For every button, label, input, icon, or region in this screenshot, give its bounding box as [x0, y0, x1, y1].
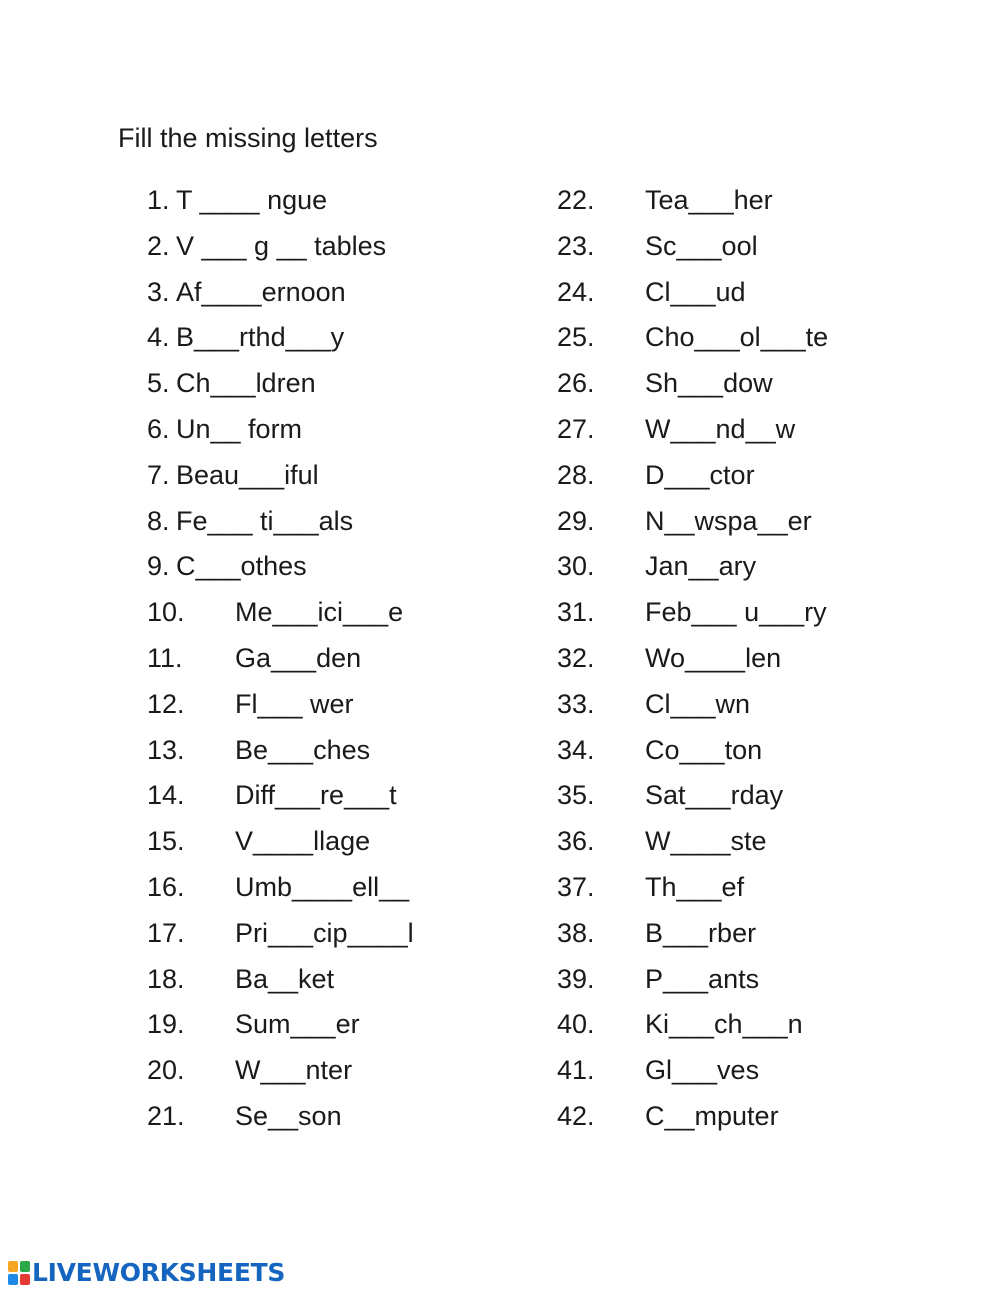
item-number: 4. [147, 322, 170, 353]
item-number: 35. [557, 780, 595, 811]
item-word: Sc___ool [645, 230, 758, 261]
item-number: 26. [557, 368, 595, 399]
item-number: 22. [557, 185, 595, 215]
item-number: 36. [557, 826, 595, 857]
item-word: W____ste [645, 826, 767, 857]
item-word: Co___ton [645, 734, 763, 765]
item-word: Ki___ch___n [645, 1009, 803, 1040]
item-number: 1. [147, 185, 170, 215]
item-word: Af____ernoon [176, 276, 346, 307]
item-word: Se__son [235, 1100, 342, 1131]
item-number: 8. [147, 505, 170, 536]
item-number: 12. [147, 688, 185, 719]
item-number: 33. [557, 688, 595, 719]
item-word: Gl___ves [645, 1055, 760, 1086]
item-number: 24. [557, 276, 595, 307]
item-number: 11. [147, 642, 183, 673]
item-word: Umb____ell__ [235, 871, 410, 902]
item-number: 41. [557, 1055, 595, 1086]
item-number: 39. [557, 963, 595, 994]
item-number: 34. [557, 734, 595, 765]
item-word: Cl___wn [645, 688, 751, 719]
item-number: 20. [147, 1055, 185, 1086]
item-word: Jan__ary [645, 551, 757, 582]
item-word: T ____ ngue [176, 185, 328, 215]
item-number: 9. [147, 551, 170, 582]
item-number: 40. [557, 1009, 595, 1040]
item-number: 6. [147, 413, 170, 444]
item-word: Sum___er [235, 1009, 360, 1040]
item-word: Feb___ u___ry [645, 597, 827, 628]
item-word: Cho___ol___te [645, 322, 829, 353]
item-word: Pri___cip____l [235, 917, 414, 948]
item-number: 7. [147, 459, 170, 490]
item-number: 10. [147, 597, 185, 628]
item-number: 42. [557, 1100, 595, 1131]
item-number: 2. [147, 230, 170, 261]
item-number: 15. [147, 826, 185, 857]
liveworksheets-logo-icon [8, 1261, 30, 1285]
item-word: P___ants [645, 963, 760, 994]
item-number: 27. [557, 413, 595, 444]
item-word: Sat___rday [645, 780, 784, 811]
item-number: 32. [557, 642, 595, 673]
item-word: Un__ form [176, 413, 303, 444]
item-word: Ga___den [235, 642, 362, 673]
item-word: W___nter [235, 1055, 353, 1086]
item-number: 19. [147, 1009, 185, 1040]
item-word: B___rthd___y [176, 322, 345, 353]
item-number: 25. [557, 322, 595, 353]
item-number: 23. [557, 230, 595, 261]
item-word: Th___ef [645, 871, 745, 902]
item-number: 29. [557, 505, 595, 536]
item-word: Beau___iful [176, 459, 319, 490]
item-word: D___ctor [645, 459, 755, 490]
item-word: Wo____len [645, 642, 782, 673]
liveworksheets-logo[interactable] [8, 1258, 285, 1288]
item-word: C___othes [176, 551, 307, 582]
item-word: Ba__ket [235, 963, 335, 994]
item-number: 21. [147, 1100, 185, 1131]
item-word: Fe___ ti___als [176, 505, 354, 536]
item-word: Sh___dow [645, 368, 773, 399]
item-number: 18. [147, 963, 185, 994]
item-word: V ___ g __ tables [176, 230, 387, 261]
item-word: Cl___ud [645, 276, 746, 307]
item-number: 17. [147, 917, 185, 948]
item-word: Tea___her [645, 185, 773, 215]
item-number: 37. [557, 871, 595, 902]
logo-text: LIVEWORKSHEETS [32, 1258, 286, 1287]
item-word: B___rber [645, 917, 757, 948]
item-word: Be___ches [235, 734, 371, 765]
item-number: 5. [147, 368, 170, 399]
item-number: 28. [557, 459, 595, 490]
item-word: W___nd__w [645, 413, 796, 444]
item-word: N__wspa__er [645, 505, 812, 536]
item-number: 31. [557, 597, 595, 628]
item-word: Ch___ldren [176, 368, 316, 399]
item-number: 16. [147, 871, 185, 902]
item-number: 3. [147, 276, 170, 307]
item-number: 13. [147, 734, 185, 765]
item-word: C__mputer [645, 1100, 779, 1131]
item-number: 14. [147, 780, 185, 811]
item-word: Fl___ wer [235, 688, 354, 719]
item-word: Diff___re___t [235, 780, 397, 811]
item-word: Me___ici___e [235, 597, 404, 628]
item-word: V____llage [235, 826, 371, 857]
item-number: 30. [557, 551, 595, 582]
page-title: Fill the missing letters [118, 123, 378, 153]
item-number: 38. [557, 917, 595, 948]
